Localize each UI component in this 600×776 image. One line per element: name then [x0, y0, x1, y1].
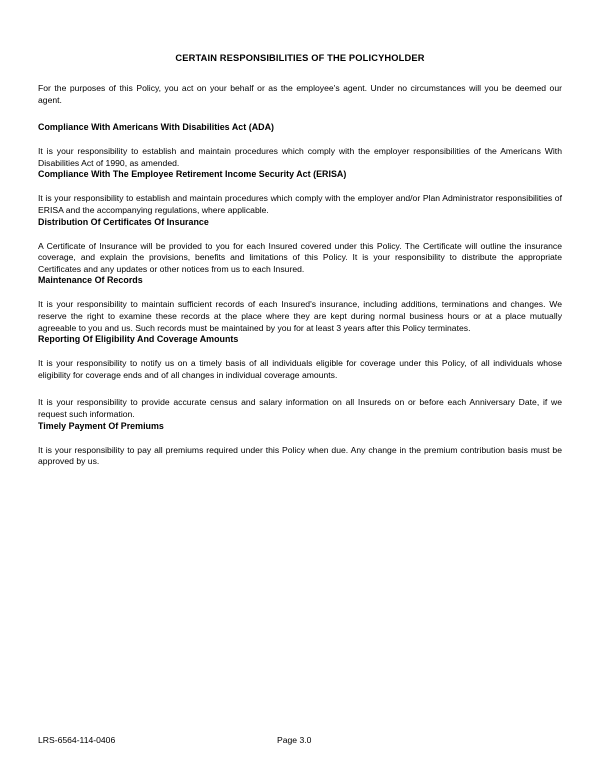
section-paragraph-distribution-1: A Certificate of Insurance will be provided to you for each Insured covered under this Policy. The Certificate will outline the insurance coverage, and explain the provisions, benefits and limitations of this Policy. It is your responsibility to distribute the appropriate Certificates and any updates or other notices from us to each Insured.	[38, 240, 562, 274]
footer-form-id: LRS-6564-114-0406	[38, 735, 116, 745]
section-distribution-of-certificates	[38, 217, 562, 276]
section-maintenance-of-records	[38, 275, 562, 334]
section-paragraph-reporting-1: It is your responsibility to notify us on a timely basis of all individuals eligible for coverage under this Policy, of all individuals whose eligibility for coverage ends and of all changes in individual coverage amounts.	[38, 358, 562, 380]
page-footer-inner	[38, 735, 562, 747]
section-paragraph-ada-1: It is your responsibility to establish and maintain procedures which comply with the employer responsibilities of the Americans With Disabilities Act of 1990, as amended.	[38, 146, 562, 168]
section-heading-reporting-of-eligibility: Reporting Of Eligibility And Coverage Amounts	[38, 334, 239, 345]
section-paragraph-erisa-1: It is your responsibility to establish and maintain procedures which comply with the employer and/or Plan Administrator responsibilities of ERISA and the accompanying regulations, where applicable.	[38, 193, 562, 215]
section-erisa	[38, 169, 562, 216]
section-heading-maintenance-of-records: Maintenance Of Records	[38, 275, 143, 286]
section-ada	[38, 122, 562, 169]
document-body	[38, 52, 562, 468]
page-title: CERTAIN RESPONSIBILITIES OF THE POLICYHOLDER	[175, 53, 425, 63]
section-timely-payment-of-premiums	[38, 421, 562, 468]
section-heading-timely-payment-of-premiums: Timely Payment Of Premiums	[38, 420, 164, 431]
page-footer	[38, 735, 562, 747]
footer-page-number: Page 3.0	[277, 735, 312, 745]
intro-paragraph: For the purposes of this Policy, you act on your behalf or as the employee's agent. Under no circumstances will you be deemed our agent.	[38, 83, 562, 105]
section-heading-distribution-of-certificates: Distribution Of Certificates Of Insurance	[38, 216, 209, 227]
section-paragraph-timely-payment-1: It is your responsibility to pay all premiums required under this Policy when due. Any change in the premium contribution basis must be approved by us.	[38, 444, 562, 467]
section-paragraph-maintenance-1: It is your responsibility to maintain sufficient records of each Insured's insurance, including additions, terminations and changes. We reserve the right to examine these records at the place where they are kept during normal business hours or at a place mutually agreeable to you and us. Such records must be maintained by you for at least 3 years after this Policy terminates.	[38, 299, 562, 333]
section-heading-erisa: Compliance With The Employee Retirement Income Security Act (ERISA)	[38, 169, 347, 180]
section-paragraph-reporting-2: It is your responsibility to provide accurate census and salary information on all Insureds on or before each Anniversary Date, if we request such information.	[38, 397, 562, 419]
section-reporting-of-eligibility	[38, 334, 562, 420]
section-heading-ada: Compliance With Americans With Disabilities Act (ADA)	[38, 122, 274, 133]
